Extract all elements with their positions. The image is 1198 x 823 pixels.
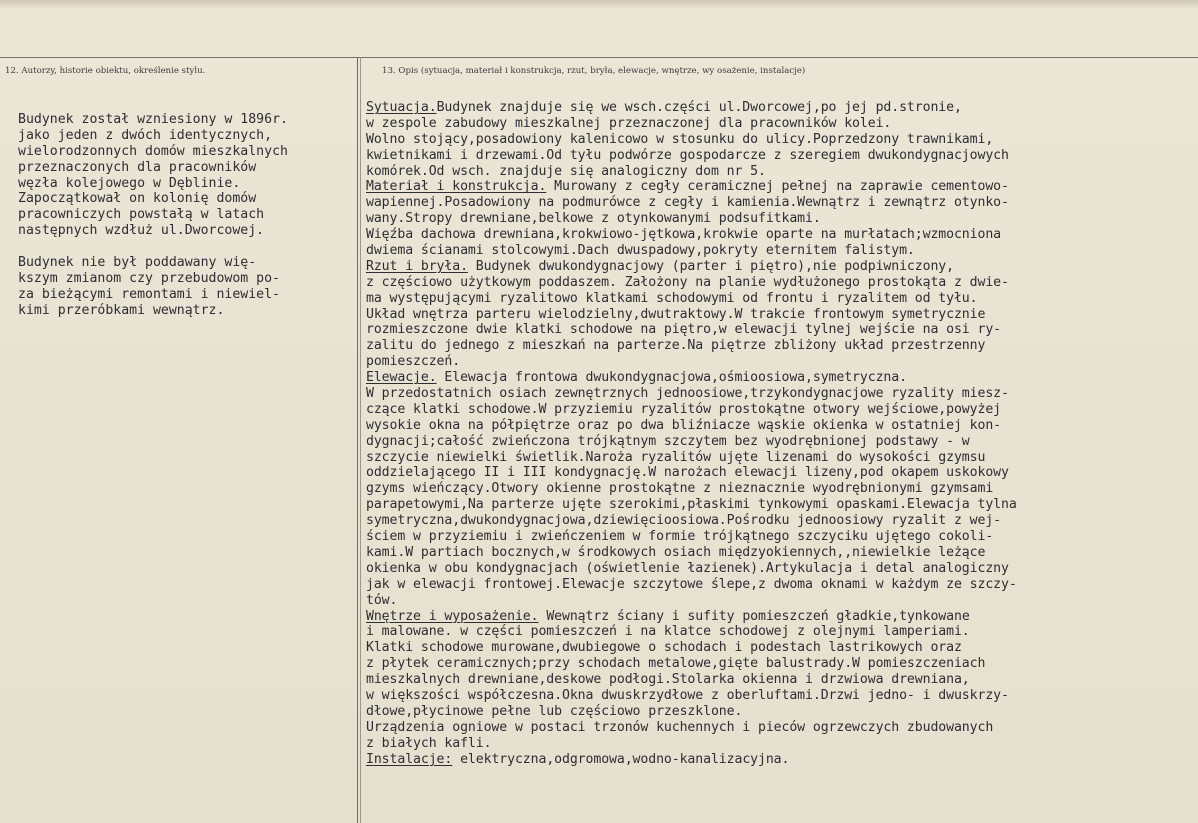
line-text: Elewacja frontowa dwukondygnacjowa,ośmioosiowa,symetryczna. bbox=[436, 370, 907, 386]
line-text: oddzielającego II i III kondygnację.W narożach elewacji lizeny,pod okapem uskokowy bbox=[366, 465, 1009, 481]
line-text: szczycie niewielki świetlik.Naroża ryzalitów ujęte lizenami do wysokości gzymsu bbox=[366, 449, 986, 465]
description-line bbox=[366, 688, 1186, 704]
history-line: kszym zmianom czy przebudowom po- bbox=[18, 270, 281, 286]
description-line bbox=[366, 386, 1186, 402]
section-heading: Rzut i bryła. bbox=[366, 258, 468, 274]
form-top-rule bbox=[0, 57, 1198, 58]
line-text: Wolno stojący,posadowiony kalenicowo w stosunku do ulicy.Poprzedzony trawnikami, bbox=[366, 131, 994, 147]
line-text: Budynek dwukondygnacjowy (parter i piętro),nie podpiwniczony, bbox=[467, 258, 954, 274]
description-line bbox=[366, 624, 1186, 640]
history-line: węzła kolejowego w Dęblinie. bbox=[18, 175, 241, 191]
description-line bbox=[366, 132, 1186, 148]
line-text: zalitu do jednego z mieszkań na parterze.Na piętrze zbliżony układ przestrzenny bbox=[366, 338, 986, 354]
description-line bbox=[366, 656, 1186, 672]
description-line bbox=[366, 672, 1186, 688]
line-text: czące klatki schodowe.W przyziemiu ryzalitów prostokątne otwory wejściowe,powyżej bbox=[366, 401, 1002, 417]
line-text: gzyms wieńczący.Otwory okienne prostokątne z nieznacznie wyodrębnionymi gzymsami bbox=[366, 481, 994, 497]
column-divider-inner bbox=[360, 57, 361, 823]
history-line: wielorodzonnych domów mieszkalnych bbox=[18, 143, 288, 159]
history-text-block bbox=[18, 112, 356, 319]
line-text: Więźba dachowa drewniana,krokwiowo-jętkowa,krokwie oparte na murłatach;wzmocniona bbox=[366, 227, 1002, 243]
description-line bbox=[366, 164, 1186, 180]
description-line bbox=[366, 195, 1186, 211]
history-line: pracowniczych powstałą w latach bbox=[18, 207, 265, 223]
description-line bbox=[366, 704, 1186, 720]
line-text: w większości współczesna.Okna dwuskrzydłowe z oberluftami.Drzwi jedno- i dwuskrzy- bbox=[366, 687, 1009, 703]
line-text: tów. bbox=[366, 592, 398, 608]
history-line: Budynek nie był poddawany wię- bbox=[18, 255, 257, 271]
description-line bbox=[366, 243, 1186, 259]
description-line bbox=[366, 720, 1186, 736]
description-line bbox=[366, 529, 1186, 545]
description-line bbox=[366, 577, 1186, 593]
line-text: w zespole zabudowy mieszkalnej przeznaczonej dla pracowników kolei. bbox=[366, 115, 892, 131]
description-line bbox=[366, 211, 1186, 227]
section-13-header: 13. Opis (sytuacja, materiał i konstrukcja, rzut, bryła, elewacje, wnętrze, wy osażenie, instalacje) bbox=[382, 66, 806, 76]
description-line bbox=[366, 450, 1186, 466]
history-line bbox=[18, 239, 356, 255]
description-line bbox=[366, 545, 1186, 561]
description-line bbox=[366, 227, 1186, 243]
line-text: W przedostatnich osiach zewnętrznych jednoosiowe,trzykondygnacjowe ryzality miesz- bbox=[366, 386, 1009, 402]
history-line: jako jeden z dwóch identycznych, bbox=[18, 127, 273, 143]
description-line bbox=[366, 116, 1186, 132]
line-text: ściem w przyziemiu i zwieńczeniem w formie trójkątnego szczyciku ujętego cokoli- bbox=[366, 529, 994, 545]
description-line bbox=[366, 513, 1186, 529]
column-divider bbox=[357, 57, 358, 823]
description-line bbox=[366, 561, 1186, 577]
line-text: komórek.Od wsch. znajduje się analogiczny dom nr 5. bbox=[366, 163, 766, 179]
line-text: Murowany z cegły ceramicznej pełnej na zaprawie cementowo- bbox=[546, 179, 1009, 195]
line-text: wany.Stropy drewniane,belkowe z otynkowanymi podsufitkami. bbox=[366, 211, 821, 227]
description-line bbox=[366, 291, 1186, 307]
line-text: okienka w obu kondygnacjach (oświetlenie łazienek).Artykulacja i detal analogiczny bbox=[366, 560, 1009, 576]
history-line: Zapoczątkował on kolonię domów bbox=[18, 191, 257, 207]
line-text: z częściowo użytkowym poddaszem. Założony na planie wydłużonego prostokąta z dwie- bbox=[366, 274, 1009, 290]
section-heading: Sytuacja. bbox=[366, 100, 437, 115]
description-text-block bbox=[366, 100, 1186, 767]
line-text: dygnacji;całość zwieńczona trójkątnym szczytem bez wyodrębnionej podstawy - w bbox=[366, 433, 970, 449]
description-line bbox=[366, 259, 1186, 275]
description-line bbox=[366, 481, 1186, 497]
description-line bbox=[366, 434, 1186, 450]
description-line bbox=[366, 497, 1186, 513]
line-text: Wewnątrz ściany i sufity pomieszczeń gładkie,tynkowane bbox=[538, 608, 970, 624]
description-line bbox=[366, 148, 1186, 164]
line-text: wysokie okna na półpiętrze oraz po dwa bliźniacze wąskie okienka w ostatniej kon- bbox=[366, 417, 1002, 433]
history-line: za bieżącymi remontami i niewiel- bbox=[18, 286, 281, 302]
section-heading: Materiał i konstrukcja. bbox=[366, 179, 547, 195]
line-text: kami.W partiach bocznych,w środkowych osiach międzyokiennych,,niewielkie leżące bbox=[366, 544, 986, 560]
description-line bbox=[366, 179, 1186, 195]
description-line bbox=[366, 418, 1186, 434]
line-text: parapetowymi,Na parterze ujęte szerokimi,płaskimi tynkowymi opaskami.Elewacja tylna bbox=[366, 497, 1017, 513]
line-text: Klatki schodowe murowane,dwubiegowe o schodach i podestach lastrikowych oraz bbox=[366, 640, 962, 656]
description-line bbox=[366, 322, 1186, 338]
line-text: wapiennej.Posadowiony na podmurówce z cegły i kamienia.Wewnątrz i zewnątrz otynko- bbox=[366, 195, 1009, 211]
line-text: rozmieszczone dwie klatki schodowe na piętro,w elewacji tylnej wejście na osi ry- bbox=[366, 322, 1002, 338]
description-line bbox=[366, 402, 1186, 418]
top-edge bbox=[0, 0, 1198, 8]
history-line: następnych wzdłuż ul.Dworcowej. bbox=[18, 223, 265, 239]
line-text: Budynek znajduje się we wsch.części ul.Dworcowej,po jej pd.stronie, bbox=[436, 100, 962, 115]
history-line: Budynek został wzniesiony w 1896r. bbox=[18, 112, 288, 127]
description-line bbox=[366, 752, 1186, 768]
section-heading: Elewacje. bbox=[366, 370, 437, 386]
section-heading: Instalacje: bbox=[366, 751, 453, 767]
history-line: przeznaczonych dla pracowników bbox=[18, 159, 257, 175]
line-text: elektryczna,odgromowa,wodno-kanalizacyjna. bbox=[452, 751, 790, 767]
history-line: kimi przeróbkami wewnątrz. bbox=[18, 302, 225, 318]
line-text: jak w elewacji frontowej.Elewacje szczytowe ślepe,z dwoma oknami w każdym ze szczy- bbox=[366, 576, 1017, 592]
description-line bbox=[366, 736, 1186, 752]
description-line bbox=[366, 593, 1186, 609]
description-line bbox=[366, 465, 1186, 481]
line-text: Układ wnętrza parteru wielodzielny,dwutraktowy.W trakcie frontowym symetrycznie bbox=[366, 306, 986, 322]
line-text: mieszkalnych drewniane,deskowe podłogi.Stolarka okienna i drzwiowa drewniana, bbox=[366, 672, 970, 688]
description-line bbox=[366, 307, 1186, 323]
line-text: Urządzenia ogniowe w postaci trzonów kuchennych i pieców ogrzewczych zbudowanych bbox=[366, 719, 994, 735]
description-line bbox=[366, 338, 1186, 354]
description-line bbox=[366, 609, 1186, 625]
line-text: i malowane. w części pomieszczeń i na klatce schodowej z olejnymi lamperiami. bbox=[366, 624, 970, 640]
line-text: symetryczna,dwukondygnacjowa,dziewięcioosiowa.Pośrodku jednoosiowy ryzalit z wej- bbox=[366, 513, 1002, 529]
line-text: dłowe,płycinowe pełne lub częściowo przeszklone. bbox=[366, 703, 743, 719]
line-text: pomieszczeń. bbox=[366, 354, 461, 370]
description-line bbox=[366, 354, 1186, 370]
line-text: ma występującymi ryzalitowo klatkami schodowymi od frontu i ryzalitem od tyłu. bbox=[366, 290, 978, 306]
line-text: kwietnikami i drzewami.Od tyłu podwórze gospodarcze z szeregiem dwukondygnacjowych bbox=[366, 147, 1009, 163]
description-line bbox=[366, 275, 1186, 291]
description-line bbox=[366, 100, 1186, 116]
description-line bbox=[366, 370, 1186, 386]
section-heading: Wnętrze i wyposażenie. bbox=[366, 608, 539, 624]
line-text: z białych kafli. bbox=[366, 735, 492, 751]
line-text: dwiema ścianami stolcowymi.Dach dwuspadowy,pokryty eternitem falistym. bbox=[366, 243, 915, 259]
section-12-header: 12. Autorzy, historie obiektu, określenie stylu. bbox=[5, 66, 206, 76]
description-line bbox=[366, 640, 1186, 656]
line-text: z płytek ceramicznych;przy schodach metalowe,gięte balustrady.W pomieszczeniach bbox=[366, 656, 986, 672]
